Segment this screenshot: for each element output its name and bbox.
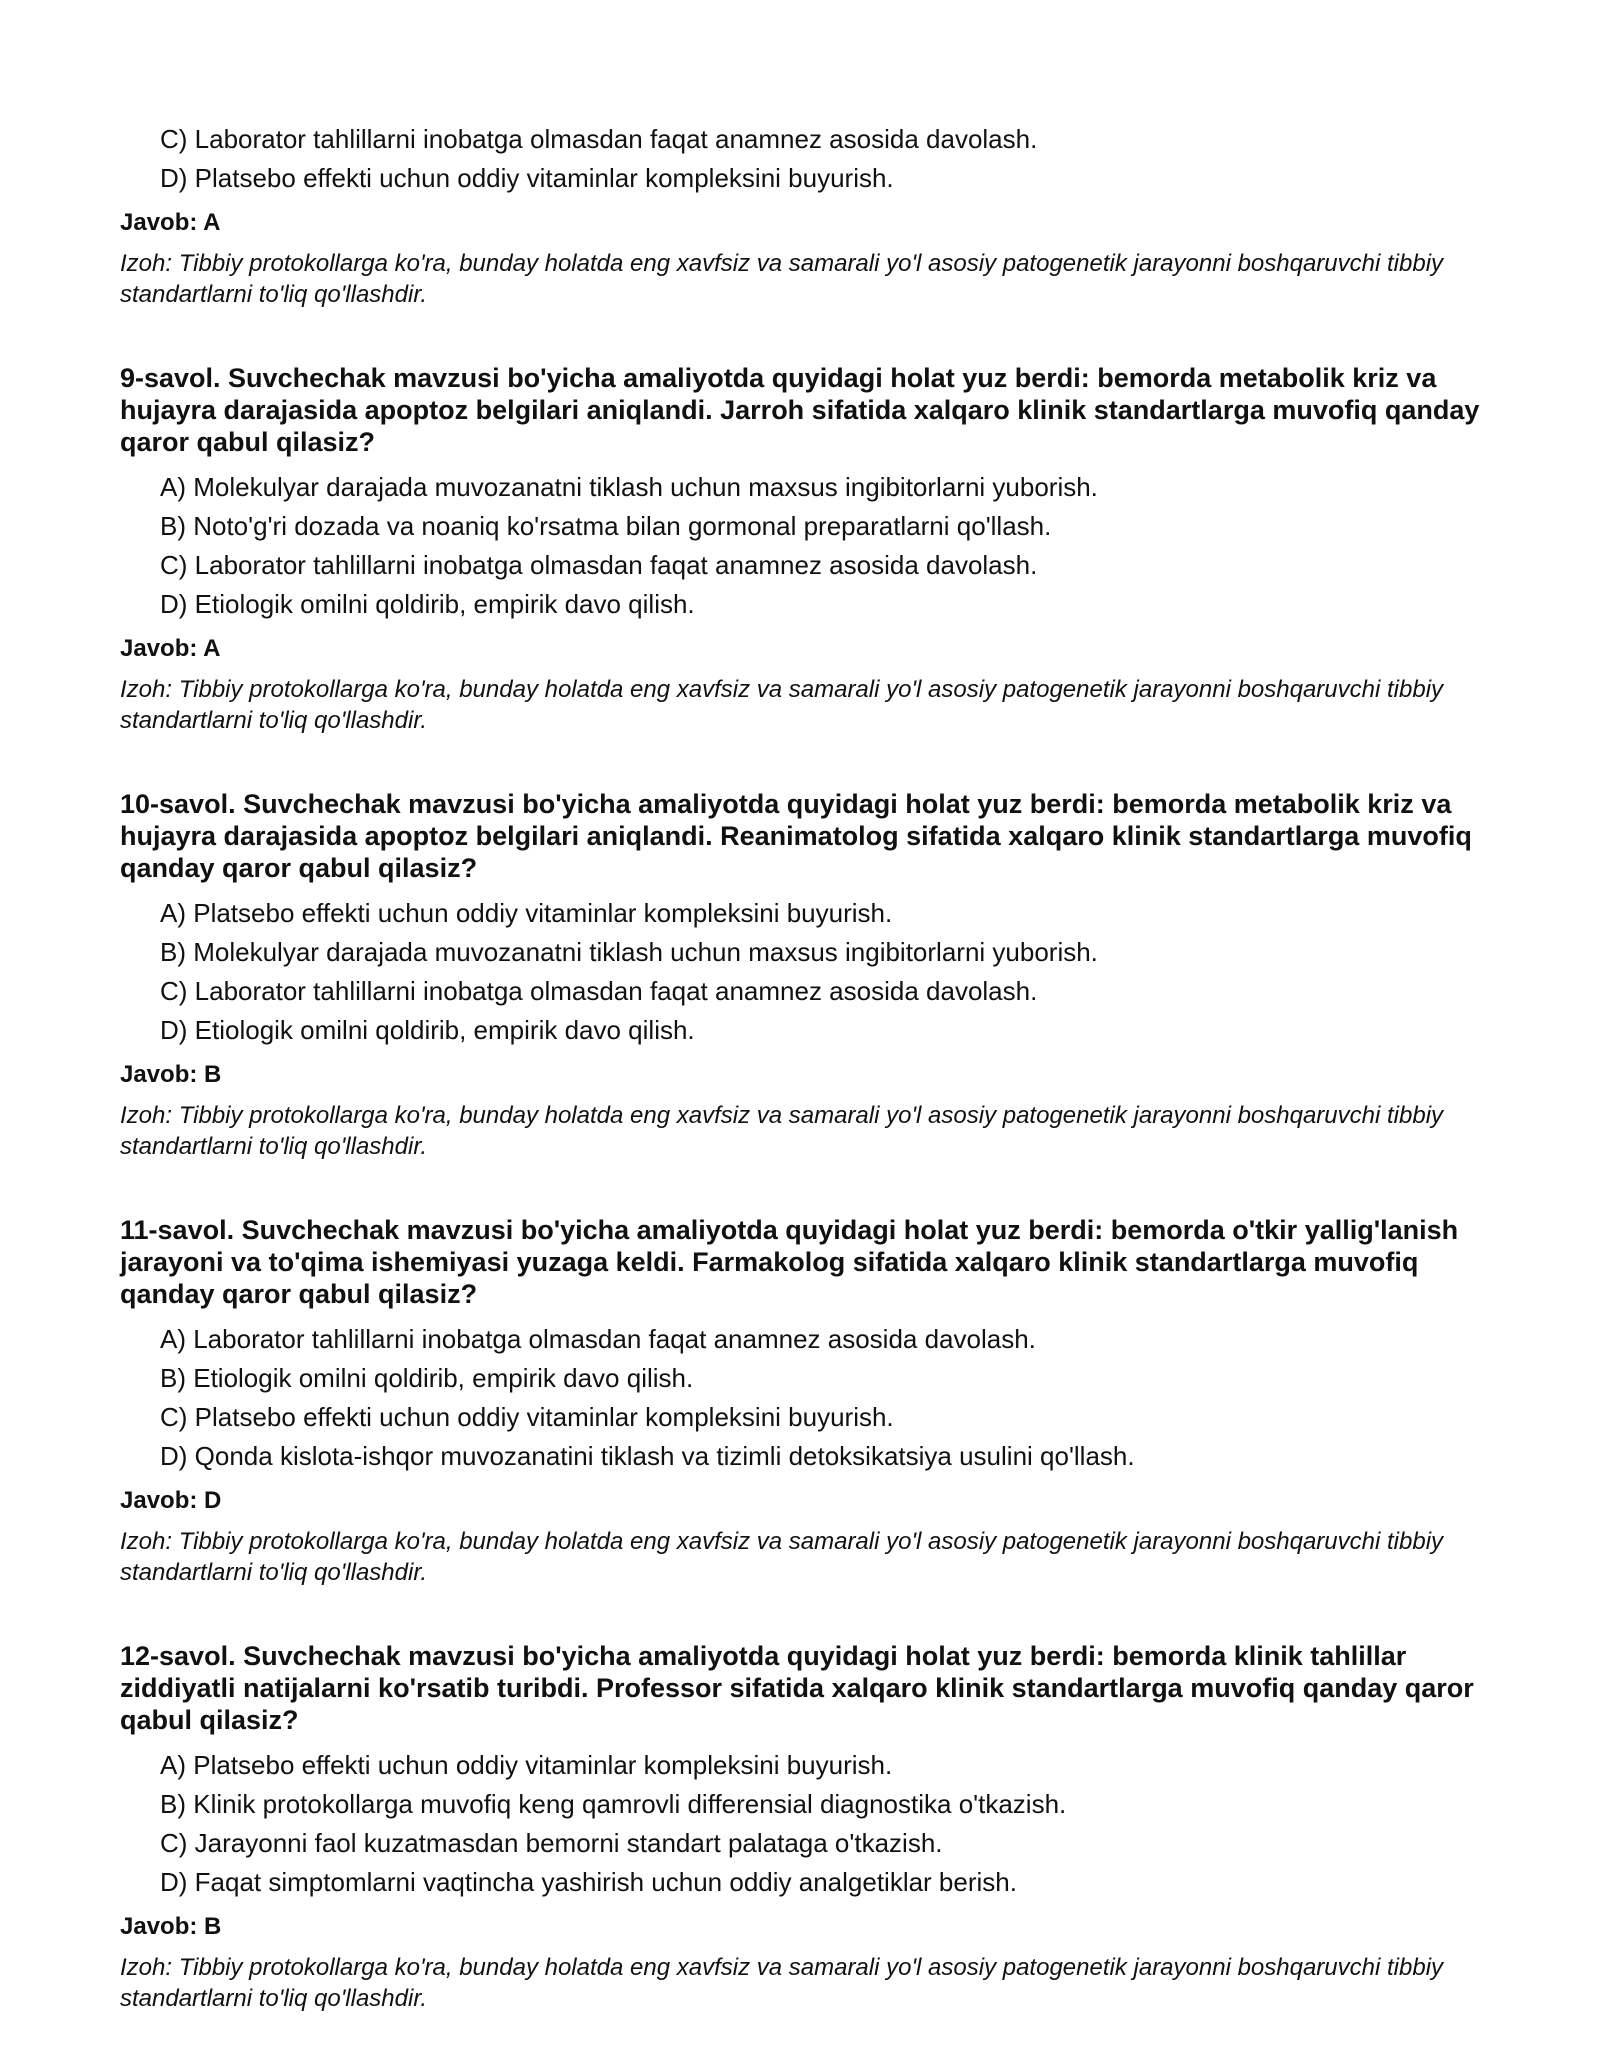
option-c: C) Laborator tahlillarni inobatga olmasdan faqat anamnez asosida davolash. [160, 550, 1038, 580]
option-a: A) Laborator tahlillarni inobatga olmasdan faqat anamnez asosida davolash. [160, 1324, 1036, 1354]
explanation: Izoh: Tibbiy protokollarga ko'ra, bunday holatda eng xavfsiz va samarali yo'l asosiy patogenetik jarayonni boshqaruvchi tibbiy standartlarni to'liq qo'llashdir. [120, 1528, 1444, 1586]
option-d: D) Etiologik omilni qoldirib, empirik davo qilish. [160, 589, 695, 619]
explanation: Izoh: Tibbiy protokollarga ko'ra, bunday holatda eng xavfsiz va samarali yo'l asosiy patogenetik jarayonni boshqaruvchi tibbiy standartlarni to'liq qo'llashdir. [120, 1102, 1444, 1160]
question-title: 10-savol. Suvchechak mavzusi bo'yicha amaliyotda quyidagi holat yuz berdi: bemorda metabolik kriz va hujayra darajasida apoptoz belgilari aniqlandi. Reanimatolog sifatida xalqaro klinik standartlarga muvofiq qanday qaror qabul qilasiz? [120, 789, 1472, 883]
option-b: B) Etiologik omilni qoldirib, empirik davo qilish. [160, 1363, 694, 1393]
option-a: A) Platsebo effekti uchun oddiy vitaminlar kompleksini buyurish. [160, 1750, 893, 1780]
question-title: 12-savol. Suvchechak mavzusi bo'yicha amaliyotda quyidagi holat yuz berdi: bemorda klinik tahlillar ziddiyatli natijalarni ko'rsatib turibdi. Professor sifatida xalqaro klinik standartlarga muvofiq qanday qaror qabul qilasiz? [120, 1641, 1474, 1735]
question-8-continuation [120, 120, 1500, 310]
answer: Javob: A [120, 635, 221, 662]
question-title: 11-savol. Suvchechak mavzusi bo'yicha amaliyotda quyidagi holat yuz berdi: bemorda o'tkir yallig'lanish jarayoni va to'qima ishemiyasi yuzaga keldi. Farmakolog sifatida xalqaro klinik standartlarga muvofiq qanday qaror qabul qilasiz? [120, 1215, 1459, 1309]
option-b: B) Klinik protokollarga muvofiq keng qamrovli differensial diagnostika o'tkazish. [160, 1789, 1067, 1819]
answer: Javob: D [120, 1487, 222, 1514]
option-b: B) Molekulyar darajada muvozanatni tiklash uchun maxsus ingibitorlarni yuborish. [160, 937, 1098, 967]
option-d: D) Etiologik omilni qoldirib, empirik davo qilish. [160, 1015, 695, 1045]
option-c: C) Platsebo effekti uchun oddiy vitaminlar kompleksini buyurish. [160, 1402, 894, 1432]
option-a: A) Molekulyar darajada muvozanatni tiklash uchun maxsus ingibitorlarni yuborish. [160, 472, 1098, 502]
explanation: Izoh: Tibbiy protokollarga ko'ra, bunday holatda eng xavfsiz va samarali yo'l asosiy patogenetik jarayonni boshqaruvchi tibbiy standartlarni to'liq qo'llashdir. [120, 676, 1444, 734]
option-c: C) Laborator tahlillarni inobatga olmasdan faqat anamnez asosida davolash. [160, 124, 1038, 154]
option-d: D) Qonda kislota-ishqor muvozanatini tiklash va tizimli detoksikatsiya usulini qo'llash. [160, 1441, 1135, 1471]
option-c: C) Jarayonni faol kuzatmasdan bemorni standart palataga o'tkazish. [160, 1828, 943, 1858]
question-12 [120, 1640, 1500, 2014]
option-d: D) Faqat simptomlarni vaqtincha yashirish uchun oddiy analgetiklar berish. [160, 1867, 1017, 1897]
explanation: Izoh: Tibbiy protokollarga ko'ra, bunday holatda eng xavfsiz va samarali yo'l asosiy patogenetik jarayonni boshqaruvchi tibbiy standartlarni to'liq qo'llashdir. [120, 1954, 1444, 2012]
question-10 [120, 788, 1500, 1162]
question-9 [120, 362, 1500, 736]
document-page [120, 120, 1500, 2014]
option-c: C) Laborator tahlillarni inobatga olmasdan faqat anamnez asosida davolash. [160, 976, 1038, 1006]
option-d: D) Platsebo effekti uchun oddiy vitaminlar kompleksini buyurish. [160, 163, 894, 193]
option-b: B) Noto'g'ri dozada va noaniq ko'rsatma bilan gormonal preparatlarni qo'llash. [160, 511, 1052, 541]
question-title: 9-savol. Suvchechak mavzusi bo'yicha amaliyotda quyidagi holat yuz berdi: bemorda metabolik kriz va hujayra darajasida apoptoz belgilari aniqlandi. Jarroh sifatida xalqaro klinik standartlarga muvofiq qanday qaror qabul qilasiz? [120, 363, 1480, 457]
explanation: Izoh: Tibbiy protokollarga ko'ra, bunday holatda eng xavfsiz va samarali yo'l asosiy patogenetik jarayonni boshqaruvchi tibbiy standartlarni to'liq qo'llashdir. [120, 250, 1444, 308]
answer: Javob: B [120, 1061, 222, 1088]
answer: Javob: B [120, 1913, 222, 1940]
question-11 [120, 1214, 1500, 1588]
option-a: A) Platsebo effekti uchun oddiy vitaminlar kompleksini buyurish. [160, 898, 893, 928]
answer: Javob: A [120, 209, 221, 236]
